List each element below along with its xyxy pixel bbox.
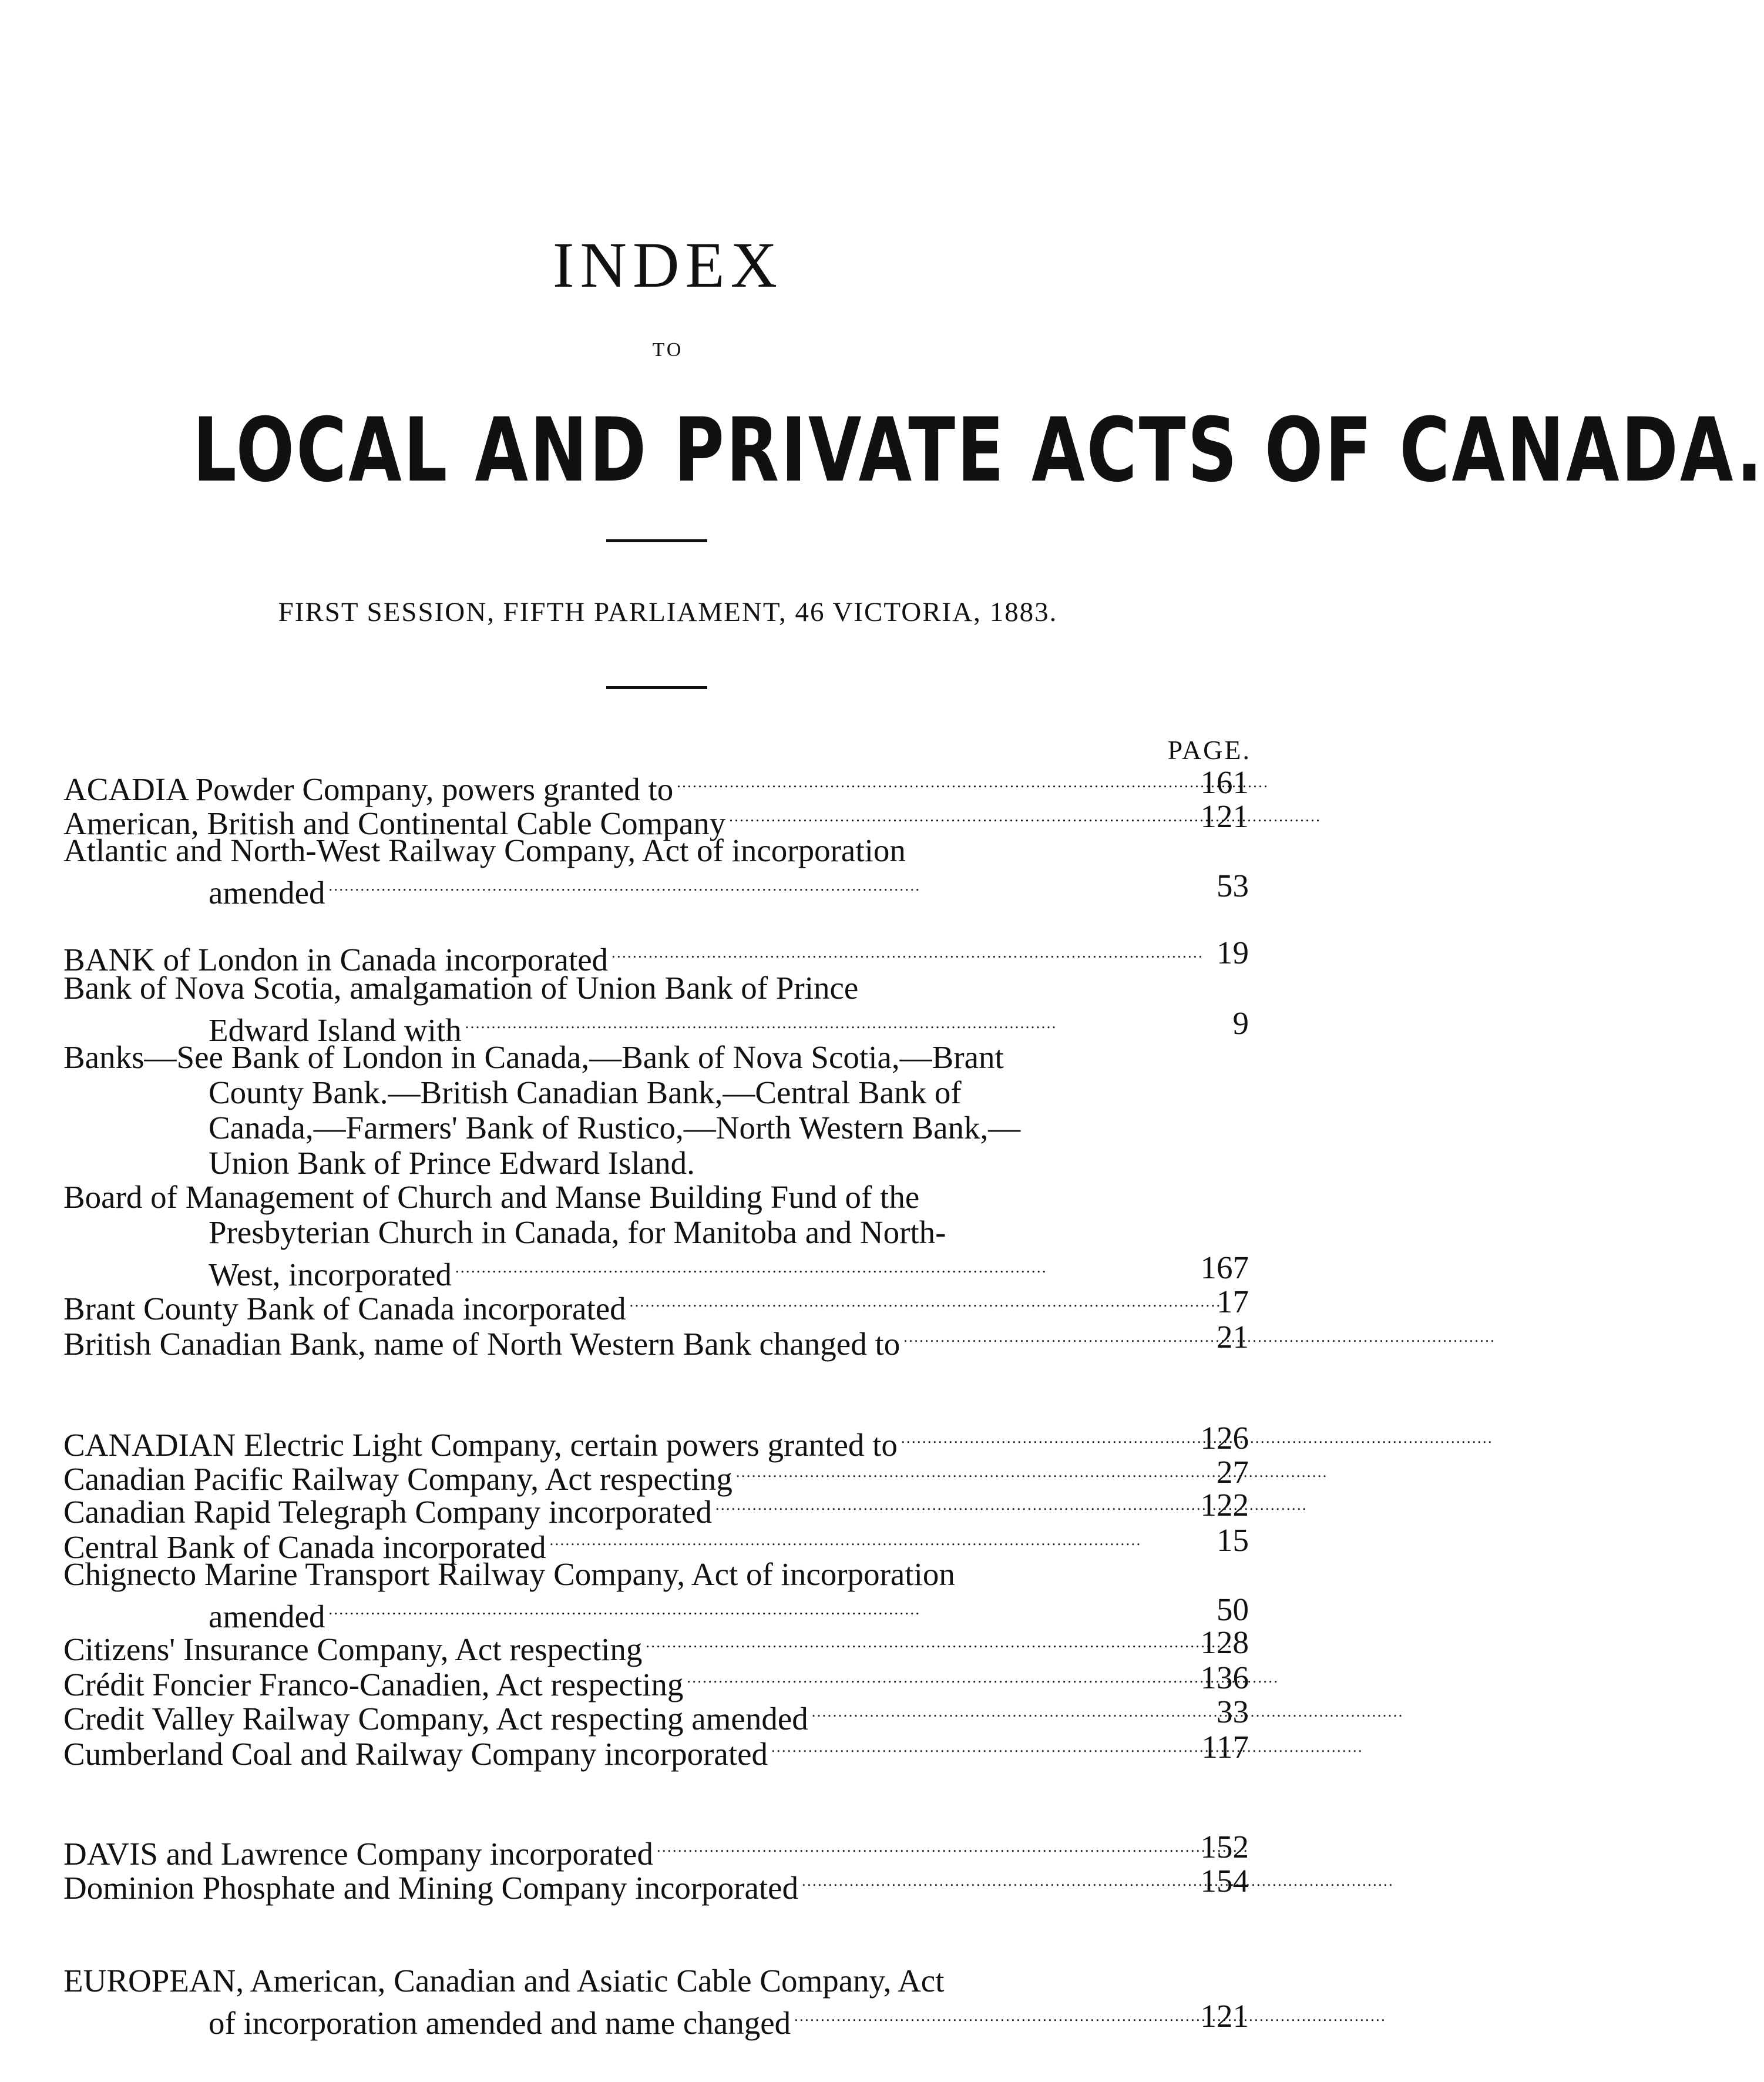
page-number: 117 — [1201, 1729, 1249, 1765]
index-entry — [63, 1829, 1249, 1872]
page-number: 126 — [1200, 1420, 1249, 1456]
entry-line — [63, 1829, 1145, 1872]
entry-text: Canada,—Farmers' Bank of Rustico,—North Western Bank,— — [209, 1110, 1021, 1146]
entry-text: DAVIS and Lawrence Company incorporated — [63, 1836, 653, 1872]
entry-text: amended — [209, 1599, 325, 1634]
entry-line — [63, 1180, 1145, 1215]
entry-line — [63, 1863, 1145, 1906]
index-entry — [63, 1487, 1249, 1530]
page-number: 128 — [1200, 1624, 1249, 1660]
entry-line — [63, 1215, 1145, 1250]
entry-line — [63, 1999, 1145, 2041]
entry-line — [63, 765, 1145, 807]
entry-line — [63, 799, 1145, 841]
entry-text: Edward Island with — [209, 1012, 462, 1048]
to-word: TO — [652, 339, 684, 361]
index-entry — [63, 764, 1249, 807]
page-number: 19 — [1217, 935, 1249, 971]
main-title: LOCAL AND PRIVATE ACTS OF CANADA. — [193, 399, 1764, 502]
entry-line — [63, 1487, 1145, 1530]
entry-text: CANADIAN Electric Light Company, certain powers granted to — [63, 1427, 898, 1463]
index-entry — [63, 970, 1249, 1048]
entry-line — [63, 1284, 1145, 1327]
page-number: 121 — [1200, 798, 1249, 834]
entry-text: Brant County Bank of Canada incorporated — [63, 1291, 626, 1327]
entry-text: Chignecto Marine Transport Railway Company, Act of incorporation — [63, 1556, 955, 1592]
leader-dots — [791, 1999, 1145, 2034]
index-entry — [63, 1556, 1249, 1634]
page-number: 15 — [1217, 1522, 1249, 1558]
page-number: 121 — [1200, 1998, 1249, 2034]
entry-text: ACADIA Powder Company, powers granted to — [63, 771, 674, 807]
session-line: FIRST SESSION, FIFTH PARLIAMENT, 46 VICTORIA, 1883. — [278, 597, 1058, 627]
entry-line — [63, 1040, 1145, 1075]
entry-text: Crédit Foncier Franco-Canadien, Act respecting — [63, 1667, 684, 1702]
index-entry — [63, 1694, 1249, 1737]
entry-text: BANK of London in Canada incorporated — [63, 942, 609, 978]
entry-text: Cumberland Coal and Railway Company incorporated — [63, 1736, 768, 1772]
index-entry — [63, 1284, 1249, 1327]
index-entry — [63, 1454, 1249, 1497]
leader-dots — [608, 935, 1145, 971]
leader-dots — [712, 1487, 1145, 1523]
page-number: 122 — [1200, 1487, 1249, 1523]
index-entry — [63, 1963, 1249, 2041]
page-number: 53 — [1217, 868, 1249, 904]
leader-dots — [683, 1660, 1145, 1695]
page-number: 154 — [1200, 1863, 1249, 1899]
index-entry — [63, 798, 1249, 841]
divider-rule — [606, 686, 707, 689]
index-entry — [63, 1040, 1145, 1181]
page-column-label: PAGE. — [1167, 735, 1251, 765]
entry-line — [63, 1660, 1145, 1702]
page-number: 17 — [1217, 1284, 1249, 1319]
leader-dots — [452, 1250, 1145, 1285]
leader-dots — [462, 1006, 1145, 1041]
index-entry — [63, 1660, 1249, 1702]
entry-line — [63, 1110, 1145, 1146]
entry-line — [63, 1075, 1145, 1110]
entry-line — [63, 1421, 1145, 1463]
leader-dots — [642, 1625, 1145, 1660]
leader-dots — [768, 1730, 1145, 1765]
entry-line — [63, 1455, 1145, 1497]
entry-line — [63, 971, 1145, 1006]
entry-text: EUROPEAN, American, Canadian and Asiatic Cable Company, Act — [63, 1963, 945, 1999]
leader-dots — [325, 868, 1145, 904]
entry-line — [63, 1694, 1145, 1737]
page-number: 136 — [1200, 1660, 1249, 1695]
leader-dots — [808, 1694, 1145, 1730]
index-entry — [63, 1179, 1249, 1292]
leader-dots — [626, 1284, 1145, 1319]
entry-line — [63, 1625, 1145, 1667]
page-number: 50 — [1217, 1591, 1249, 1627]
entry-text: Presbyterian Church in Canada, for Manitoba and North- — [209, 1214, 946, 1250]
page-number: 167 — [1200, 1250, 1249, 1285]
entry-text: British Canadian Bank, name of North Western Bank changed to — [63, 1326, 901, 1362]
index-entry — [63, 935, 1249, 978]
index-entry — [63, 1863, 1249, 1906]
entry-text: Citizens' Insurance Company, Act respecting — [63, 1631, 643, 1667]
entry-text: of incorporation amended and name changed — [209, 2005, 791, 2041]
entry-text: Union Bank of Prince Edward Island. — [209, 1145, 695, 1181]
page-number: 152 — [1200, 1829, 1249, 1865]
entry-line — [63, 1250, 1145, 1292]
index-title: INDEX — [552, 229, 784, 301]
leader-dots — [898, 1421, 1145, 1456]
entry-text: American, British and Continental Cable Company — [63, 805, 726, 841]
divider-rule — [606, 539, 707, 542]
page-number: 21 — [1217, 1319, 1249, 1355]
entry-line — [63, 1006, 1145, 1048]
leader-dots — [725, 799, 1145, 834]
index-entry — [63, 1319, 1249, 1362]
leader-dots — [325, 1592, 1145, 1627]
entry-line — [63, 1523, 1145, 1565]
entry-text: Credit Valley Railway Company, Act respecting amended — [63, 1701, 808, 1737]
leader-dots — [733, 1455, 1145, 1490]
entry-line — [63, 1730, 1145, 1772]
entry-text: Atlantic and North-West Railway Company, Act of incorporation — [63, 832, 906, 868]
entry-text: Bank of Nova Scotia, amalgamation of Union Bank of Prince — [63, 970, 859, 1006]
index-entry — [63, 1624, 1249, 1667]
leader-dots — [673, 765, 1145, 800]
entry-text: Canadian Pacific Railway Company, Act respecting — [63, 1461, 733, 1497]
entry-line — [63, 1146, 1145, 1181]
entry-text: Dominion Phosphate and Mining Company incorporated — [63, 1870, 799, 1906]
page-number: 9 — [1232, 1005, 1249, 1041]
entry-line — [63, 1592, 1145, 1634]
leader-dots — [900, 1319, 1145, 1355]
page-number: 33 — [1217, 1694, 1249, 1730]
index-entry — [63, 832, 1249, 911]
entry-text: Canadian Rapid Telegraph Company incorporated — [63, 1494, 712, 1530]
entry-line — [63, 1319, 1145, 1362]
leader-dots — [546, 1523, 1145, 1558]
entry-text: Central Bank of Canada incorporated — [63, 1529, 546, 1565]
index-entry — [63, 1522, 1249, 1565]
entry-text: County Bank.—British Canadian Bank,—Central Bank of — [209, 1074, 962, 1110]
entry-line — [63, 935, 1145, 978]
entry-line — [63, 868, 1145, 911]
page-number: 161 — [1200, 764, 1249, 800]
entry-text: West, incorporated — [209, 1257, 452, 1292]
entry-text: amended — [209, 875, 325, 911]
leader-dots — [798, 1863, 1145, 1899]
index-entry — [63, 1420, 1249, 1463]
entry-line — [63, 1963, 1145, 1999]
entry-text: Banks—See Bank of London in Canada,—Bank of Nova Scotia,—Brant — [63, 1039, 1004, 1075]
index-entry — [63, 1729, 1249, 1772]
entry-text: Board of Management of Church and Manse Building Fund of the — [63, 1179, 920, 1215]
entry-line — [63, 833, 1145, 868]
entry-line — [63, 1557, 1145, 1592]
page-number: 27 — [1217, 1454, 1249, 1490]
leader-dots — [653, 1829, 1145, 1865]
